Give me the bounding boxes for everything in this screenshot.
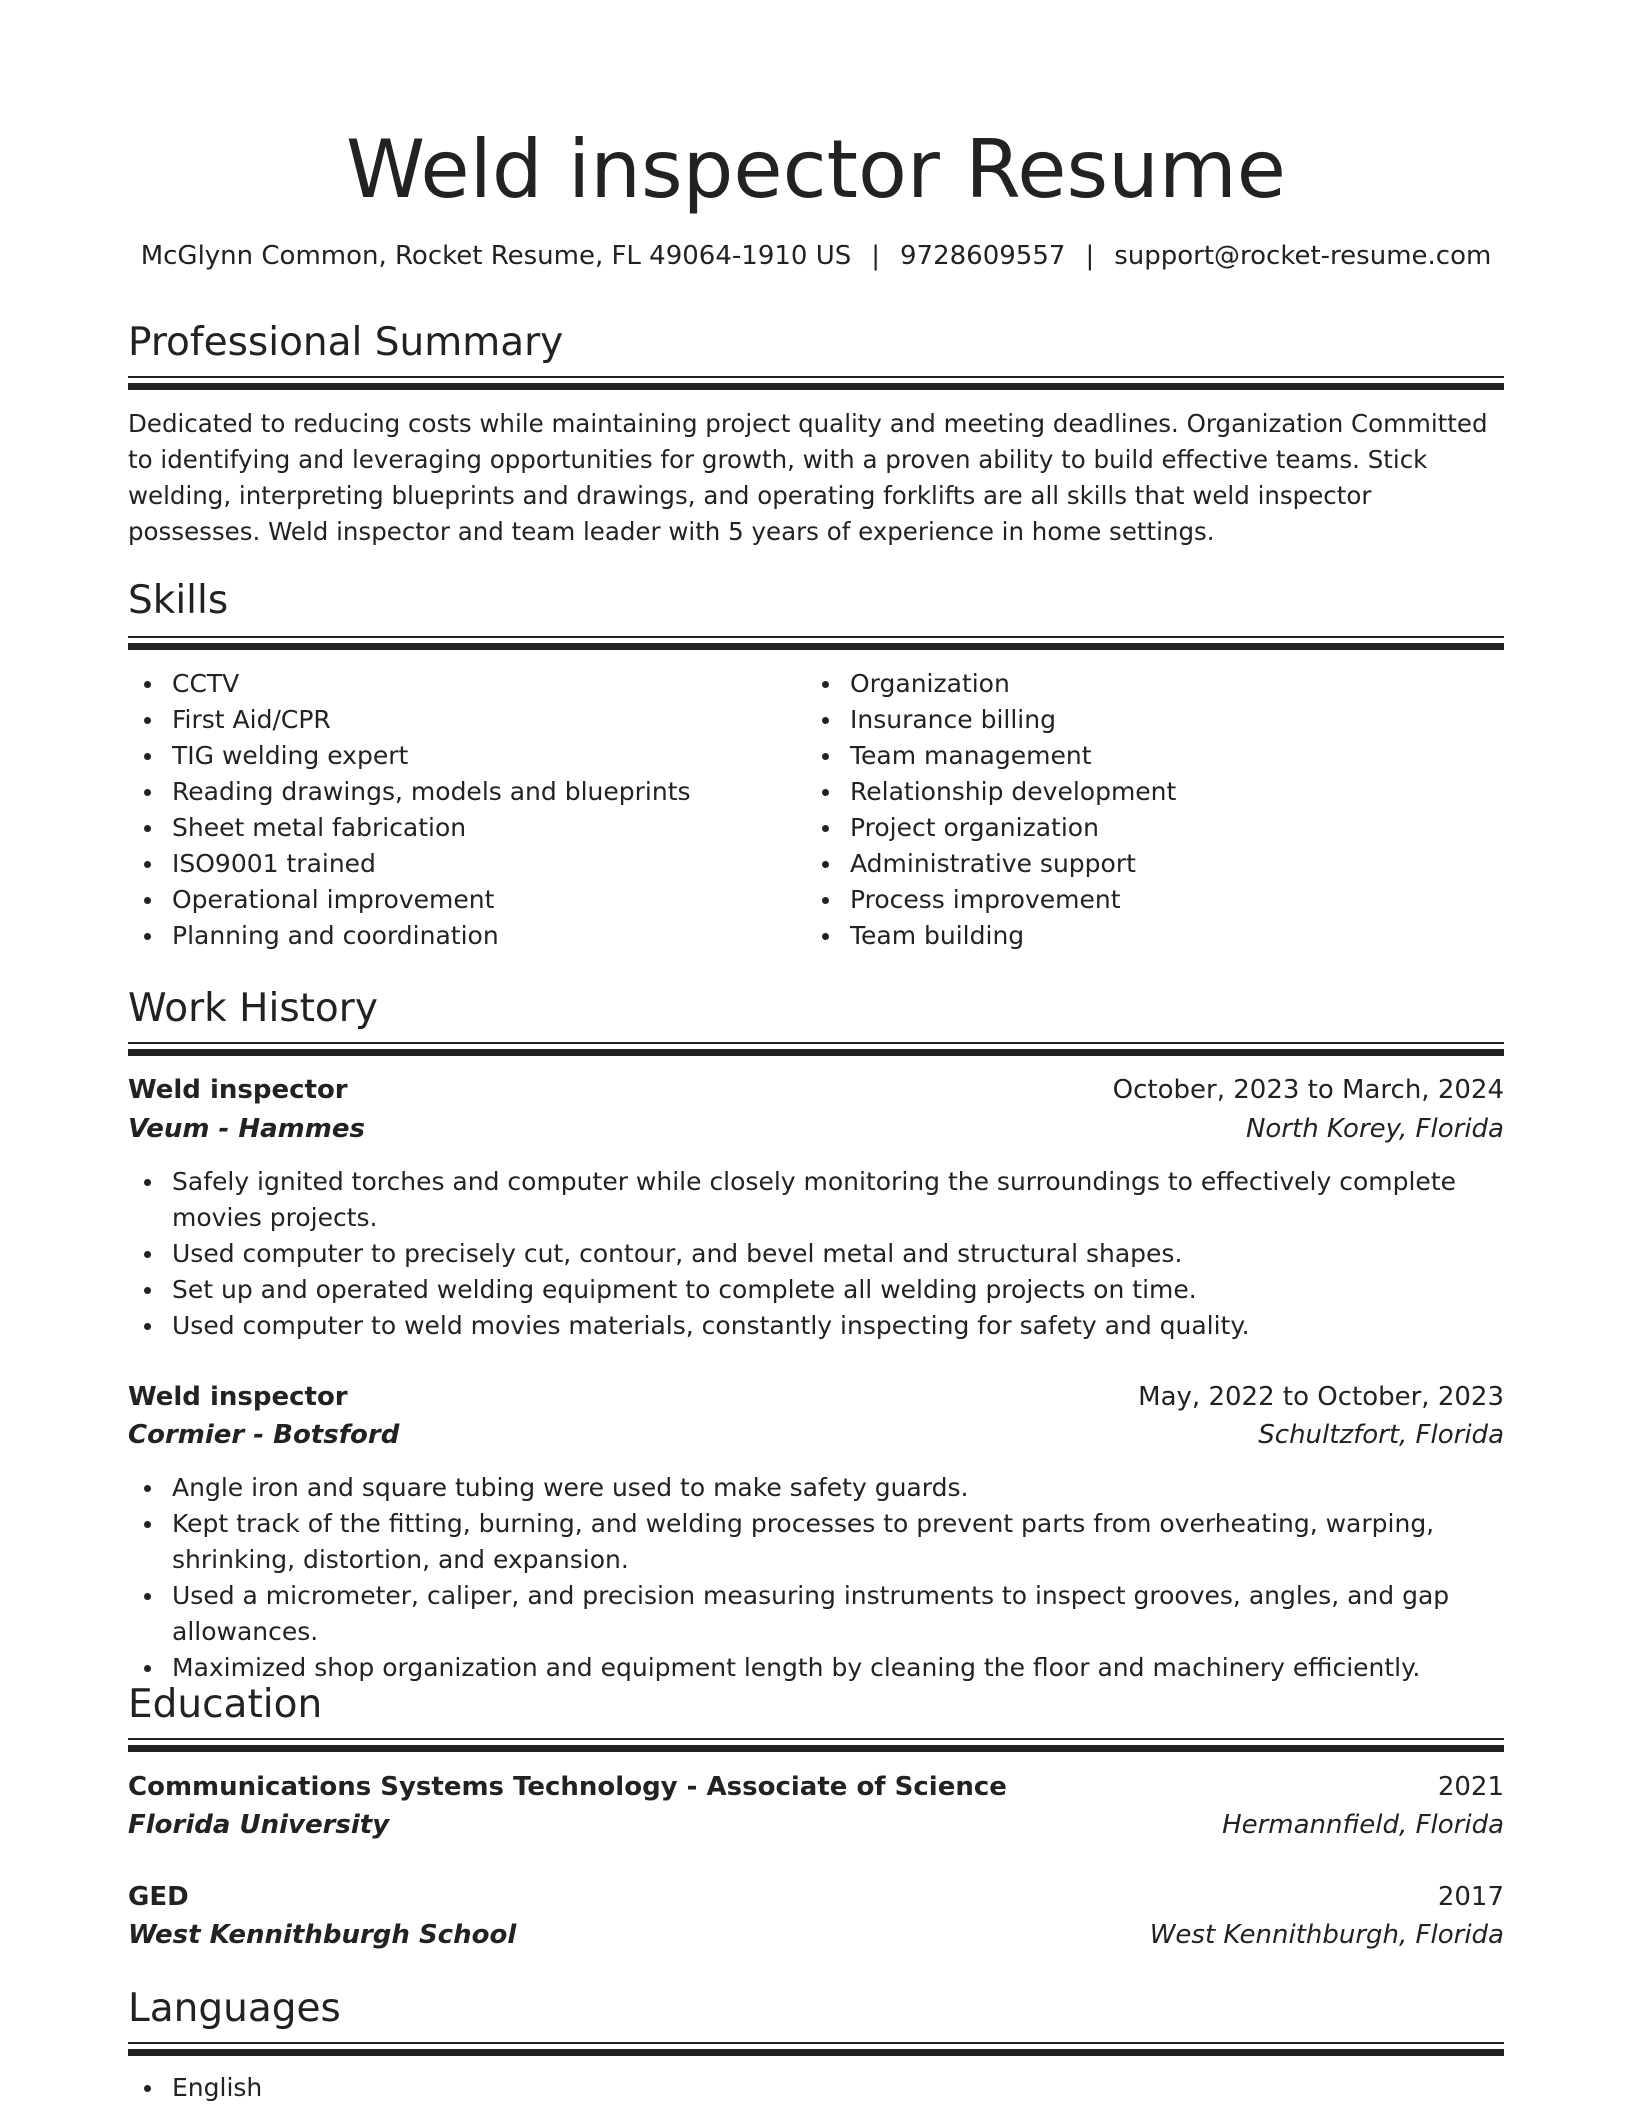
job-location: North Korey, Florida: [1245, 1114, 1504, 1144]
job-bullet: Angle iron and square tubing were used to make safety guards.: [128, 1470, 1504, 1506]
education-header: [128, 1878, 1504, 1916]
skills-heading: Skills: [128, 578, 229, 623]
languages-divider: [128, 2042, 1504, 2056]
work-heading: Work History: [128, 986, 378, 1031]
skill-item: Organization: [806, 666, 1466, 702]
education-year: 2017: [1437, 1882, 1504, 1912]
skill-item: Administrative support: [806, 846, 1466, 882]
contact-separator: |: [871, 241, 881, 271]
skill-item: TIG welding expert: [128, 738, 788, 774]
work-divider: [128, 1042, 1504, 1056]
summary-heading: Professional Summary: [128, 320, 564, 365]
education-location: West Kennithburgh, Florida: [1149, 1920, 1504, 1950]
skill-item: Relationship development: [806, 774, 1466, 810]
skill-item: CCTV: [128, 666, 788, 702]
job-dates: May, 2022 to October, 2023: [1138, 1382, 1504, 1412]
skills-left-column: [128, 666, 788, 954]
education-subheader: [128, 1916, 1504, 1954]
skill-item: Team management: [806, 738, 1466, 774]
job-bullet: Safely ignited torches and computer while closely monitoring the surroundings to effectively complete movies projects.: [128, 1164, 1504, 1236]
skills-divider: [128, 636, 1504, 650]
skill-item: Operational improvement: [128, 882, 788, 918]
summary-text: Dedicated to reducing costs while maintaining project quality and meeting deadlines. Organization Committed to identifying and leveraging opportunities for growth, with a proven ability to build effective teams. Stick welding, interpreting blueprints and drawings, and operating forklifts are all skills that weld inspector possesses. Weld inspector and team leader with 5 years of experience in home settings.: [128, 409, 1488, 546]
job-bullet: Used computer to precisely cut, contour, and bevel metal and structural shapes.: [128, 1236, 1504, 1272]
skill-item: Project organization: [806, 810, 1466, 846]
job-header: [128, 1071, 1504, 1109]
job-bullet: Kept track of the fitting, burning, and welding processes to prevent parts from overheating, warping, shrinking, distortion, and expansion.: [128, 1506, 1504, 1578]
contact-email: support@rocket-resume.com: [1114, 241, 1492, 271]
education-header: [128, 1768, 1504, 1806]
education-year: 2021: [1437, 1772, 1504, 1802]
job-title: Weld inspector: [128, 1382, 348, 1412]
education-school: Florida University: [128, 1810, 390, 1840]
contact-address: McGlynn Common, Rocket Resume, FL 49064-1910 US: [140, 241, 852, 271]
contact-separator: |: [1085, 241, 1095, 271]
languages-list: [128, 2070, 1504, 2106]
job-bullet: Used a micrometer, caliper, and precision measuring instruments to inspect grooves, angles, and gap allowances.: [128, 1578, 1504, 1650]
skills-right-column: [806, 666, 1466, 954]
job-bullet: Used computer to weld movies materials, constantly inspecting for safety and quality.: [128, 1308, 1504, 1344]
skill-item: Insurance billing: [806, 702, 1466, 738]
education-degree: GED: [128, 1882, 189, 1912]
job-subheader: [128, 1416, 1504, 1454]
language-item: English: [128, 2070, 1504, 2106]
education-degree: Communications Systems Technology - Associate of Science: [128, 1772, 1007, 1802]
job-bullet: Maximized shop organization and equipment length by cleaning the floor and machinery efficiently.: [128, 1650, 1504, 1686]
job-bullets: [128, 1164, 1504, 1344]
summary-divider: [128, 376, 1504, 390]
languages-heading: Languages: [128, 1986, 341, 2031]
skill-item: First Aid/CPR: [128, 702, 788, 738]
education-subheader: [128, 1806, 1504, 1844]
skill-item: Planning and coordination: [128, 918, 788, 954]
skill-item: Reading drawings, models and blueprints: [128, 774, 788, 810]
job-bullet: Set up and operated welding equipment to complete all welding projects on time.: [128, 1272, 1504, 1308]
skill-item: Team building: [806, 918, 1466, 954]
skill-item: Sheet metal fabrication: [128, 810, 788, 846]
contact-phone: 9728609557: [900, 241, 1066, 271]
education-heading: Education: [128, 1682, 323, 1727]
job-company: Veum - Hammes: [128, 1114, 365, 1144]
resume-title: Weld inspector Resume: [345, 123, 1287, 216]
education-location: Hermannfield, Florida: [1222, 1810, 1504, 1840]
job-title: Weld inspector: [128, 1075, 348, 1105]
job-subheader: [128, 1110, 1504, 1148]
education-school: West Kennithburgh School: [128, 1920, 517, 1950]
skill-item: Process improvement: [806, 882, 1466, 918]
contact-line: [128, 238, 1504, 274]
job-bullets: [128, 1470, 1504, 1686]
job-company: Cormier - Botsford: [128, 1420, 400, 1450]
job-header: [128, 1378, 1504, 1416]
skill-item: ISO9001 trained: [128, 846, 788, 882]
job-dates: October, 2023 to March, 2024: [1112, 1075, 1504, 1105]
education-divider: [128, 1738, 1504, 1752]
job-location: Schultzfort, Florida: [1258, 1420, 1504, 1450]
